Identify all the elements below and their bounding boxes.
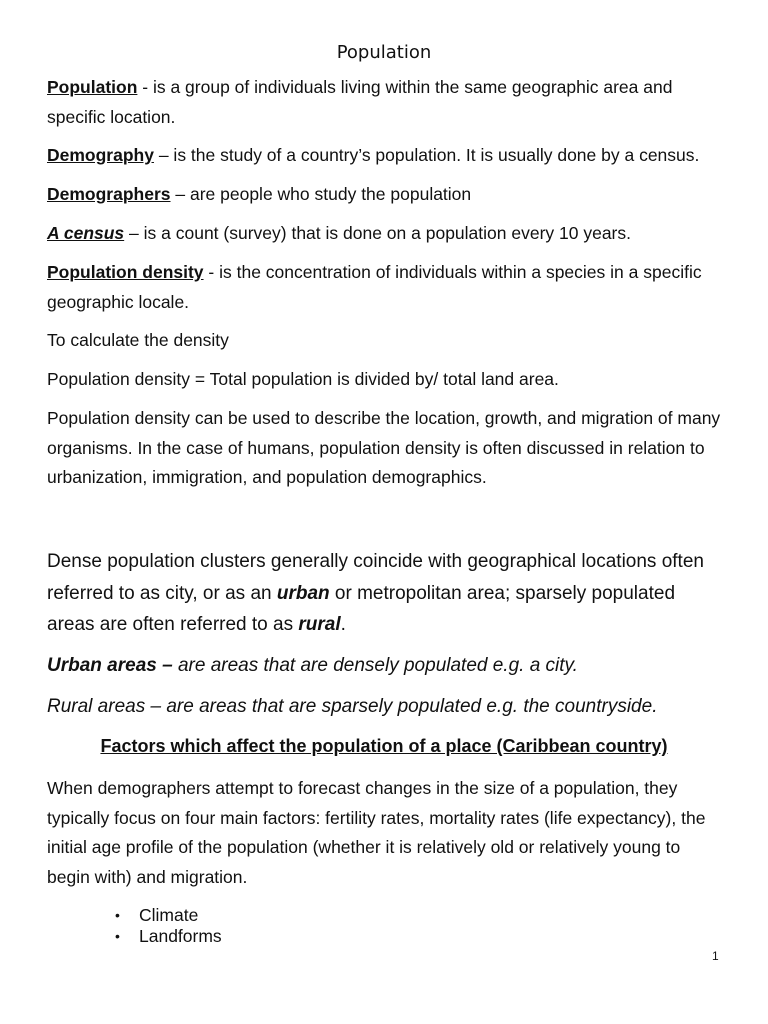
clusters-text-2: or metropolitan area; sparsely populated areas are often referred to as <box>47 582 676 635</box>
term-population-density: Population density <box>47 262 204 282</box>
rural-areas-definition: Rural areas – are areas that are sparsely populated e.g. the countryside. <box>47 696 658 717</box>
list-item <box>0 926 222 947</box>
page-number: 1 <box>712 949 719 963</box>
clusters-text-3: . <box>340 614 346 635</box>
list-item-label: Landforms <box>139 926 222 946</box>
definition-text: – are people who study the population <box>170 184 472 204</box>
term-population: Population <box>47 77 138 97</box>
factors-paragraph: When demographers attempt to forecast changes in the size of a population, they typically focus on four main factors: fertility rates, mortality rates (life expectancy), the initial age profile of the population (whether it is relatively old or relatively young to begin with) and migration. <box>47 778 706 887</box>
list-item-label: Climate <box>139 905 199 925</box>
term-rural: rural <box>298 614 341 635</box>
term-urban: urban <box>276 582 330 604</box>
clusters-paragraph <box>47 546 727 641</box>
calc-intro: To calculate the density <box>47 330 229 350</box>
definition-text: – is a count (survey) that is done on a population every 10 years. <box>124 223 631 243</box>
clusters-text-1: Dense population clusters generally coincide with geographical locations often referred to as city, or as an <box>47 551 704 604</box>
factors-list <box>0 905 222 947</box>
bullet-icon: • <box>115 928 120 944</box>
definition-text: - is the concentration of individuals within a species in a specific geographic locale. <box>47 262 702 312</box>
definition-demographers <box>47 180 727 210</box>
term-census: A census <box>47 223 125 243</box>
density-paragraph: Population density can be used to describe the location, growth, and migration of many organisms. In the case of humans, population density is often discussed in relation to urbanization, immigration, and population demographics. <box>47 408 721 487</box>
definition-demography <box>47 141 727 171</box>
definition-population-density <box>47 258 727 317</box>
page-title: Population <box>336 42 432 63</box>
definition-text: – is the study of a country’s population. It is usually done by a census. <box>153 145 700 165</box>
definition-population <box>47 73 727 132</box>
list-item <box>0 905 222 926</box>
definition-text: - is a group of individuals living within the same geographic area and specific location. <box>47 77 673 127</box>
term-urban-areas: Urban areas – <box>47 655 173 676</box>
factors-heading: Factors which affect the population of a place (Caribbean country) <box>100 736 668 756</box>
bullet-icon: • <box>115 907 120 923</box>
urban-areas-definition <box>47 650 727 682</box>
urban-areas-text: are areas that are densely populated e.g. a city. <box>172 655 578 676</box>
definition-census <box>47 219 727 249</box>
density-formula: Population density = Total population is divided by/ total land area. <box>47 369 559 389</box>
term-demography: Demography <box>47 145 154 165</box>
term-demographers: Demographers <box>47 184 171 204</box>
